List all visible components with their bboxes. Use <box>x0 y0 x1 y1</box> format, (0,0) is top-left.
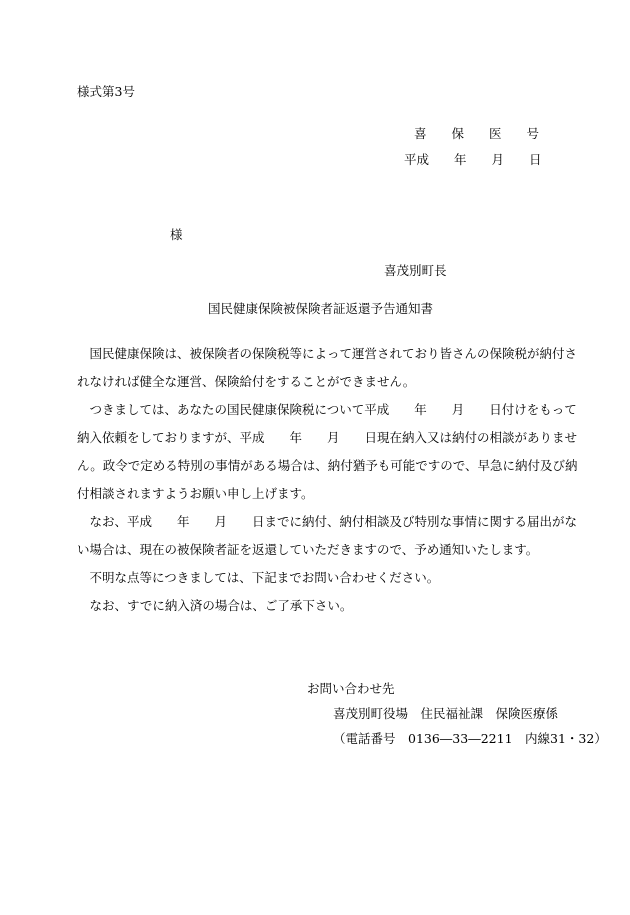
body-line: い場合は、現在の被保険者証を返還していただきますので、予め通知いたします。 <box>77 542 539 557</box>
body-line: なお、すでに納入済の場合は、ご了承下さい。 <box>77 598 353 613</box>
body-line: 納入依頼をしておりますが、平成 年 月 日現在納入又は納付の相談がありませ <box>77 430 578 445</box>
form-number: 様式第3号 <box>77 84 135 99</box>
body-line: つきましては、あなたの国民健康保険税について平成 年 月 日付けをもって <box>77 402 577 417</box>
contact-heading: お問い合わせ先 <box>307 681 395 696</box>
issuer: 喜茂別町長 <box>384 263 447 278</box>
body-line: れなければ健全な運営、保険給付をすることができません。 <box>77 374 416 389</box>
document-title: 国民健康保険被保険者証返還予告通知書 <box>208 301 434 316</box>
body-line: 国民健康保険は、被保険者の保険税等によって運営されており皆さんの保険税が納付さ <box>77 346 578 361</box>
document-number: 喜 保 医 号 <box>414 126 540 141</box>
contact-office: 喜茂別町役場 住民福祉課 保険医療係 <box>333 706 559 721</box>
body-line: 不明な点等につきましては、下記までお問い合わせください。 <box>77 570 440 585</box>
issue-date: 平成 年 月 日 <box>404 152 542 167</box>
body-line: 付相談されますようお願い申し上げます。 <box>77 486 314 501</box>
addressee-honorific: 様 <box>170 227 183 242</box>
contact-phone: （電話番号 0136―33―2211 内線31・32） <box>333 731 607 746</box>
body-line: ん。政令で定める特別の事情がある場合は、納付猶予も可能ですので、早急に納付及び納 <box>77 458 578 473</box>
body-line: なお、平成 年 月 日までに納付、納付相談及び特別な事情に関する届出がな <box>77 514 578 529</box>
